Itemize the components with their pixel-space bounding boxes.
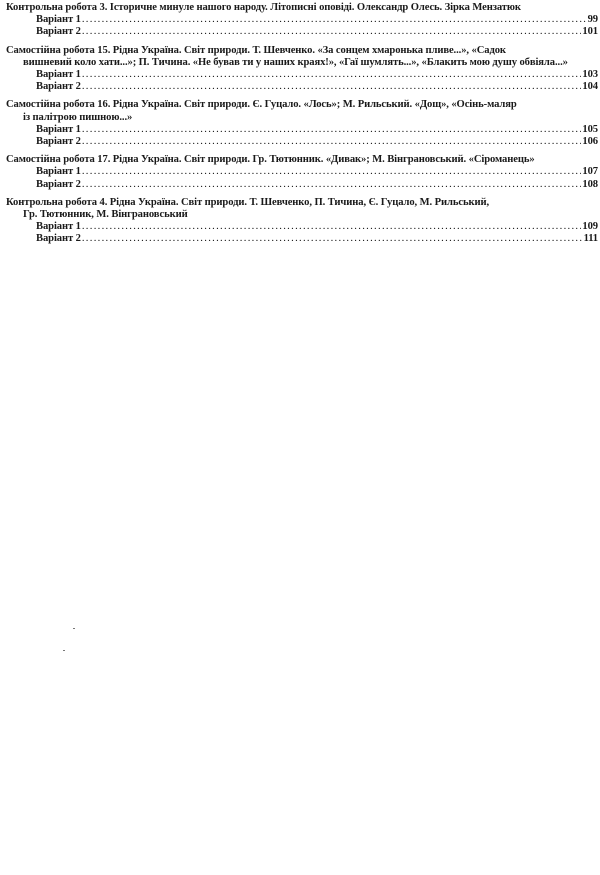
heading-line: Самостійна робота 17. Рідна Україна. Світ природи. Гр. Тютюнник. «Дивак»; М. Вінграновський. «Сіроманець» bbox=[6, 154, 535, 166]
toc-entry[interactable] bbox=[6, 14, 598, 26]
dot-leader bbox=[82, 179, 582, 191]
dot-leader bbox=[82, 166, 582, 178]
toc-entry[interactable] bbox=[6, 166, 598, 178]
heading-line-continued: із палітрою пишною...» bbox=[23, 111, 133, 123]
page-number: 107 bbox=[582, 166, 598, 178]
toc-section-samostiina-16 bbox=[6, 99, 598, 148]
heading-line: Контрольна робота 4. Рідна Україна. Світ природи. Т. Шевченко, П. Тичина, Є. Гуцало, М. Рильський, bbox=[6, 196, 490, 208]
entry-label: Варіант 1 bbox=[36, 69, 81, 81]
heading-line: Самостійна робота 16. Рідна Україна. Світ природи. Є. Гуцало. «Лось»; М. Рильський. «Дощ», «Осінь-маляр bbox=[6, 99, 517, 111]
page-number: 109 bbox=[582, 221, 598, 233]
page-number: 106 bbox=[582, 136, 598, 148]
page-number: 103 bbox=[582, 69, 598, 81]
page-number: 108 bbox=[582, 178, 598, 190]
dot-leader bbox=[82, 124, 582, 136]
toc-section-samostiina-17 bbox=[6, 154, 598, 191]
entry-label: Варіант 1 bbox=[36, 123, 81, 135]
dot-leader bbox=[82, 81, 582, 93]
entry-label: Варіант 1 bbox=[36, 166, 81, 178]
dot-leader bbox=[82, 26, 582, 38]
entry-label: Варіант 1 bbox=[36, 221, 81, 233]
toc-entry[interactable] bbox=[6, 69, 598, 81]
heading-line-continued: вишневий коло хати...»; П. Тичина. «Не бував ти у наших краях!», «Гаї шумлять...», «Блакить мою душу обвіяла...» bbox=[23, 56, 568, 68]
toc-entry[interactable] bbox=[6, 26, 598, 38]
scan-speck bbox=[63, 650, 65, 651]
toc-section-kontrolna-4 bbox=[6, 197, 598, 246]
dot-leader bbox=[82, 14, 587, 26]
section-heading bbox=[6, 45, 598, 69]
toc-section-samostiina-15 bbox=[6, 45, 598, 94]
toc-entry[interactable] bbox=[6, 233, 598, 245]
entry-label: Варіант 2 bbox=[36, 26, 81, 38]
toc-entry[interactable] bbox=[6, 124, 598, 136]
section-heading bbox=[6, 154, 598, 166]
heading-line: Самостійна робота 15. Рідна Україна. Світ природи. Т. Шевченко. «За сонцем хмаронька пливе...», «Садок bbox=[6, 44, 506, 56]
page-number: 99 bbox=[587, 14, 598, 26]
page-number: 104 bbox=[582, 81, 598, 93]
page-number: 105 bbox=[582, 123, 598, 135]
page-number: 111 bbox=[583, 233, 598, 245]
entry-label: Варіант 2 bbox=[36, 233, 81, 245]
dot-leader bbox=[82, 221, 582, 233]
section-heading bbox=[6, 99, 598, 123]
heading-line: Контрольна робота 3. Історичне минуле нашого народу. Літописні оповіді. Олександр Олесь. Зірка Мензатюк bbox=[6, 2, 521, 13]
toc-entry[interactable] bbox=[6, 81, 598, 93]
table-of-contents bbox=[6, 2, 598, 252]
page-number: 101 bbox=[582, 26, 598, 38]
toc-entry[interactable] bbox=[6, 179, 598, 191]
entry-label: Варіант 2 bbox=[36, 178, 81, 190]
entry-label: Варіант 2 bbox=[36, 81, 81, 93]
heading-line-continued: Гр. Тютюнник, М. Вінграновський bbox=[23, 209, 188, 221]
entry-label: Варіант 1 bbox=[36, 14, 81, 26]
toc-entry[interactable] bbox=[6, 136, 598, 148]
scan-speck bbox=[73, 628, 75, 629]
entry-label: Варіант 2 bbox=[36, 136, 81, 148]
toc-entry[interactable] bbox=[6, 221, 598, 233]
dot-leader bbox=[82, 69, 582, 81]
dot-leader bbox=[82, 136, 582, 148]
toc-section-kontrolna-3 bbox=[6, 2, 598, 39]
section-heading bbox=[6, 2, 598, 14]
dot-leader bbox=[82, 233, 583, 245]
section-heading bbox=[6, 197, 598, 221]
